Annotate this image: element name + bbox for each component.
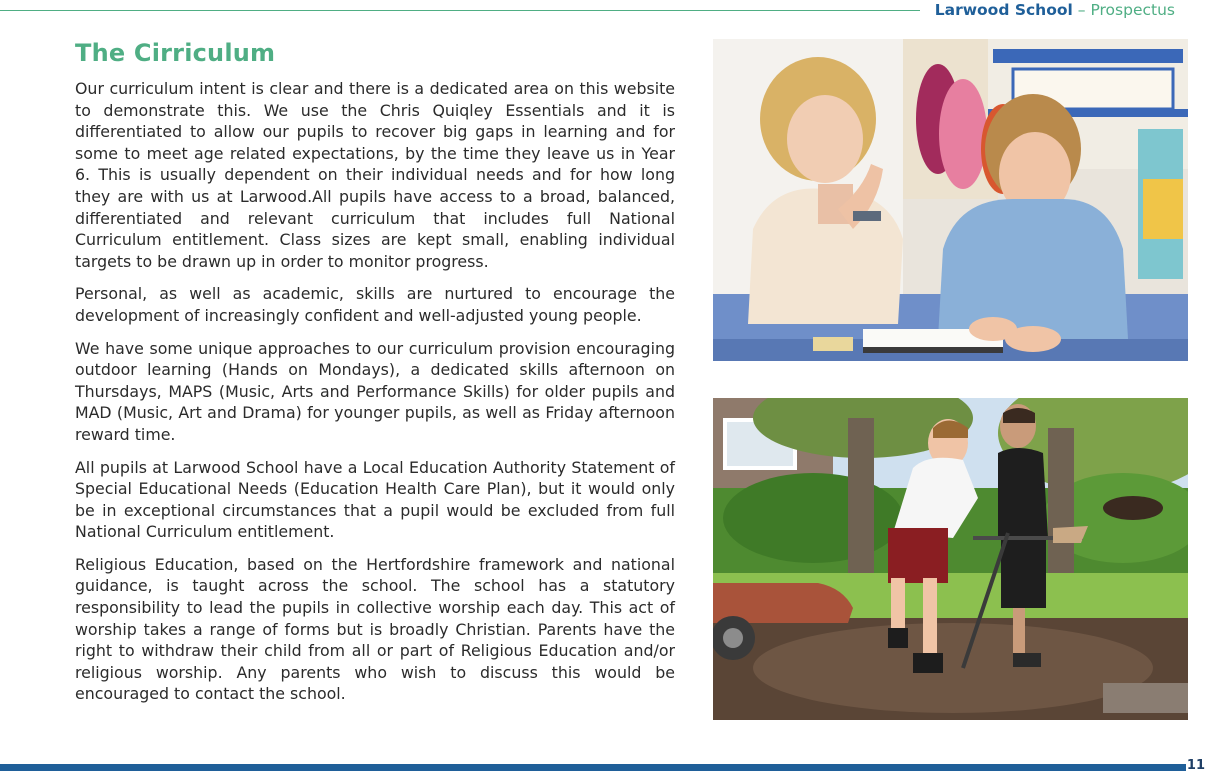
classroom-reading-photo xyxy=(713,39,1188,361)
header-document-name: Prospectus xyxy=(1090,1,1175,19)
paragraph-religious-education: Religious Education, based on the Hertfordshire framework and national guidance, is taught across the school. The school has a statutory responsibility to lead the pupils in collective worship each day. This act of worship takes a range of forms but is broadly Christian. Parents have the right to withdraw their child from all or part of Religious Education and/or religious worship. Any parents who wish to discuss this would be encouraged to contact the school. xyxy=(75,554,675,704)
footer-bar xyxy=(0,764,1186,771)
header-school-name: Larwood School xyxy=(934,1,1073,19)
paragraph-special-needs: All pupils at Larwood School have a Local Education Authority Statement of Special Educational Needs (Education Health Care Plan), but it would only be in exceptional circumstances that a pupil would be excluded from full National Curriculum entitlement. xyxy=(75,457,675,542)
header-separator: – xyxy=(1077,1,1086,19)
header-rule xyxy=(0,10,920,11)
curriculum-section xyxy=(75,38,675,716)
outdoor-digging-photo xyxy=(713,398,1188,720)
paragraph-unique-approaches: We have some unique approaches to our curriculum provision encouraging outdoor learning (Hands on Mondays), a dedicated skills afternoon on Thursdays, MAPS (Music, Arts and Performance Skills) for older pupils and MAD (Music, Art and Drama) for younger pupils, as well as Friday afternoon reward time. xyxy=(75,338,675,444)
page-number: 11 xyxy=(1186,758,1205,773)
header-brand xyxy=(935,0,1175,20)
section-title: The Cirriculum xyxy=(75,39,276,67)
paragraph-personal-skills: Personal, as well as academic, skills are nurtured to encourage the development of increasingly confident and well-adjusted young people. xyxy=(75,284,675,325)
paragraph-intent: Our curriculum intent is clear and there is a dedicated area on this website to demonstrate this. We use the Chris Quiqley Essentials and it is differentiated to allow our pupils to recover big gaps in learning and for some to meet age related expectations, by the time they leave us in Year 6. This is usually dependent on their individual needs and for how long they are with us at Larwood.All pupils have access to a broad, balanced, differentiated and relevant curriculum that includes full National Curriculum entitlement. Class sizes are kept small, enabling individual targets to be drawn up in order to monitor progress. xyxy=(75,79,675,271)
